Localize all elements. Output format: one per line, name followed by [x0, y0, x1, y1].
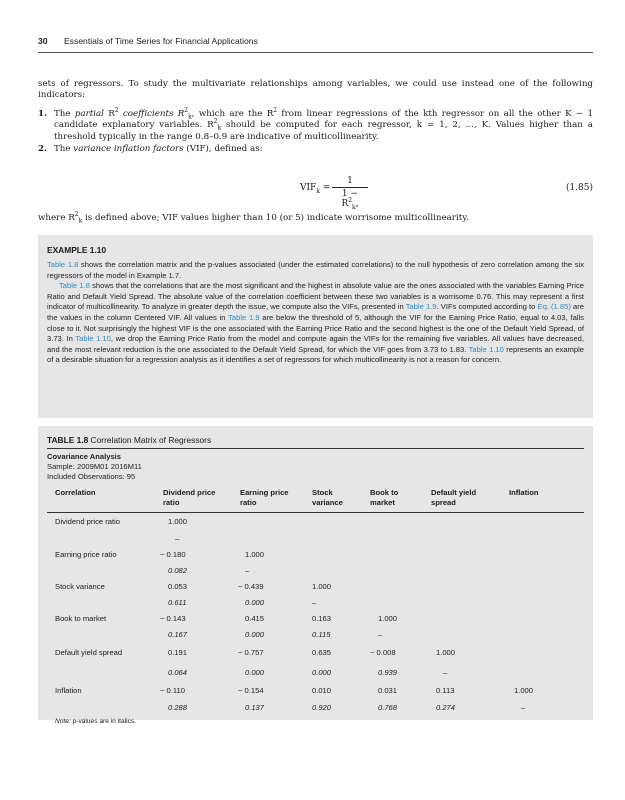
row-label: Earning price ratio	[55, 550, 117, 559]
p-value-cell: 0.611	[168, 598, 187, 607]
table-link[interactable]: Table 1.10	[75, 334, 111, 344]
table-rule	[47, 448, 584, 449]
table-meta-title: Covariance Analysis	[47, 452, 122, 461]
column-header: Book to market	[370, 488, 399, 507]
p-value-cell: 0.768	[378, 703, 398, 712]
table-cell: − 0.154	[238, 686, 264, 695]
table-note: Note: p-values are in italics.	[55, 718, 136, 725]
p-value-cell: 0.920	[312, 703, 332, 712]
book-title: Essentials of Time Series for Financial Applications	[63, 36, 258, 46]
row-label: Book to market	[55, 614, 107, 623]
column-header: Stock variance	[312, 488, 343, 507]
list-item: 2. The variance inflation factors (VIF), defined as:	[38, 144, 263, 155]
table-title: TABLE 1.8 Correlation Matrix of Regressors	[47, 435, 212, 445]
p-value-cell: –	[245, 566, 250, 575]
column-header: Default yield spread	[431, 488, 477, 507]
equation-link[interactable]: Eq. (1.85)	[537, 302, 571, 312]
column-header: Correlation	[55, 488, 96, 497]
p-value-cell: –	[312, 598, 317, 607]
fraction: $\frac{1}{1 - R^2_k,}$	[332, 176, 368, 209]
page-number: 30	[38, 36, 48, 46]
example-text: Table 1.8 shows the correlation matrix and the p-values associated (under the estimated correlations) to the null hypothesis of zero correlation among the six regressors of the model in Example 1.7. Table 1.8 shows that the correlations that are the most significant and the highest in absolute value are the ones associated with the variables Earning Price Ratio and Default Yield Spread. The absolute value of the correlation coefficient between these two variables is a worrisome 0.76. This may represent a first indicator of multicollinearity. To analyze in greater depth the issue, we compute also the VIFs, presented in Table 1.9. VIFs computed according to Eq. (1.85) are the values in the column Centered VIF. All values in Table 1.9 are below the threshold of 5, although the VIF for the Earning Price Ratio, equal to 4.03, falls close to it. Not surprisingly the highest VIF is the one associated with the Earning Price Ratio and the second highest is the one of the Default Yield Spread, of 3.73. In Table 1.10, we drop the Earning Price Ratio from the model and compute again the VIFs for the remaining five variables. All values have decreased, and the most relevant reduction is the one associated to the Default Yield Spread, for which the VIF goes from 3.73 to 1.83. Table 1.10 represents an example of a desirable situation for a regression analysis as it identifies a set of regressors for which multicollinearity is not a reason for concern.	[47, 260, 585, 365]
p-value-cell: 0.064	[168, 668, 188, 677]
p-value-cell: 0.939	[378, 668, 398, 677]
table-link[interactable]: Table 1.10	[468, 344, 504, 354]
header-rule	[38, 52, 593, 53]
table-cell: − 0.110	[160, 686, 185, 695]
table-rule	[47, 512, 584, 513]
p-value-cell: 0.000	[312, 668, 332, 677]
p-value-cell: 0.082	[168, 566, 188, 575]
intro-paragraph: sets of regressors. To study the multivariate relationships among variables, we could use instead one of the following indicators:	[38, 79, 593, 101]
table-cell: 1.000	[378, 614, 398, 623]
table-sample: Sample: 2009M01 2016M11	[47, 462, 142, 471]
table-cell: 1.000	[168, 517, 188, 526]
table-link[interactable]: Table 1.8	[59, 281, 90, 291]
p-value-cell: 0.137	[245, 703, 265, 712]
vif-equation: $VIF_k$ = $\frac{1}{1 - R^2_k,}$ (1.85)	[300, 176, 593, 211]
row-label: Dividend price ratio	[55, 517, 120, 526]
table-link[interactable]: Table 1.8	[47, 260, 79, 269]
table-cell: − 0.008	[370, 648, 396, 657]
example-box	[38, 235, 593, 418]
p-value-cell: 0.115	[312, 630, 331, 639]
table-cell: − 0.757	[238, 648, 264, 657]
table-cell: 0.635	[312, 648, 332, 657]
table-cell: − 0.439	[238, 582, 264, 591]
table-cell: 1.000	[514, 686, 534, 695]
column-header: Inflation	[509, 488, 539, 497]
table-link[interactable]: Table 1.9	[228, 312, 260, 322]
table-cell: 0.163	[312, 614, 332, 623]
table-cell: − 0.143	[160, 614, 186, 623]
p-value-cell: –	[443, 668, 448, 677]
page-header	[38, 36, 587, 46]
p-value-cell: 0.274	[436, 703, 456, 712]
row-label: Inflation	[55, 686, 82, 695]
where-paragraph: where $R^2_k$ is defined above; VIF values higher than 10 (or 5) indicate worrisome multicollinearity.	[38, 211, 469, 225]
p-value-cell: 0.000	[245, 598, 265, 607]
table-cell: 1.000	[245, 550, 265, 559]
table-observations: Included Observations: 95	[47, 472, 136, 481]
table-link[interactable]: Table 1.9	[405, 302, 437, 312]
p-value-cell: –	[521, 703, 526, 712]
indicator-list	[38, 109, 593, 157]
row-label: Default yield spread	[55, 648, 123, 657]
list-item: 1. The partial $R^2$ coefficients $R^2_k$, which are the $R^2$ from linear regressions of the kth regressor on all the other K − 1 candidate explanatory variables. $R^2_k$ should be computed for each regressor, k = 1, 2, ..., K. Values higher than a threshold typically in the range 0.8–0.9 are indicative of multicollinearity.	[38, 107, 594, 142]
table-cell: 1.000	[312, 582, 332, 591]
table-cell: 1.000	[436, 648, 456, 657]
table-cell: 0.113	[436, 686, 455, 695]
p-value-cell: –	[175, 534, 180, 543]
column-header: Earning price ratio	[240, 488, 289, 507]
table-cell: − 0.180	[160, 550, 186, 559]
table-cell: 0.415	[245, 614, 265, 623]
table-cell: 0.191	[168, 648, 188, 657]
p-value-cell: 0.167	[168, 630, 188, 639]
table-cell: 0.031	[378, 686, 398, 695]
p-value-cell: 0.000	[245, 630, 265, 639]
p-value-cell: 0.288	[168, 703, 188, 712]
column-header: Dividend price ratio	[163, 488, 216, 507]
p-value-cell: 0.000	[245, 668, 265, 677]
p-value-cell: –	[378, 630, 383, 639]
table-cell: 0.010	[312, 686, 332, 695]
row-label: Stock variance	[55, 582, 105, 591]
equation-number: (1.85)	[565, 183, 593, 193]
correlation-table	[38, 426, 593, 725]
table-cell: 0.053	[168, 582, 188, 591]
example-title: EXAMPLE 1.10	[47, 245, 107, 255]
